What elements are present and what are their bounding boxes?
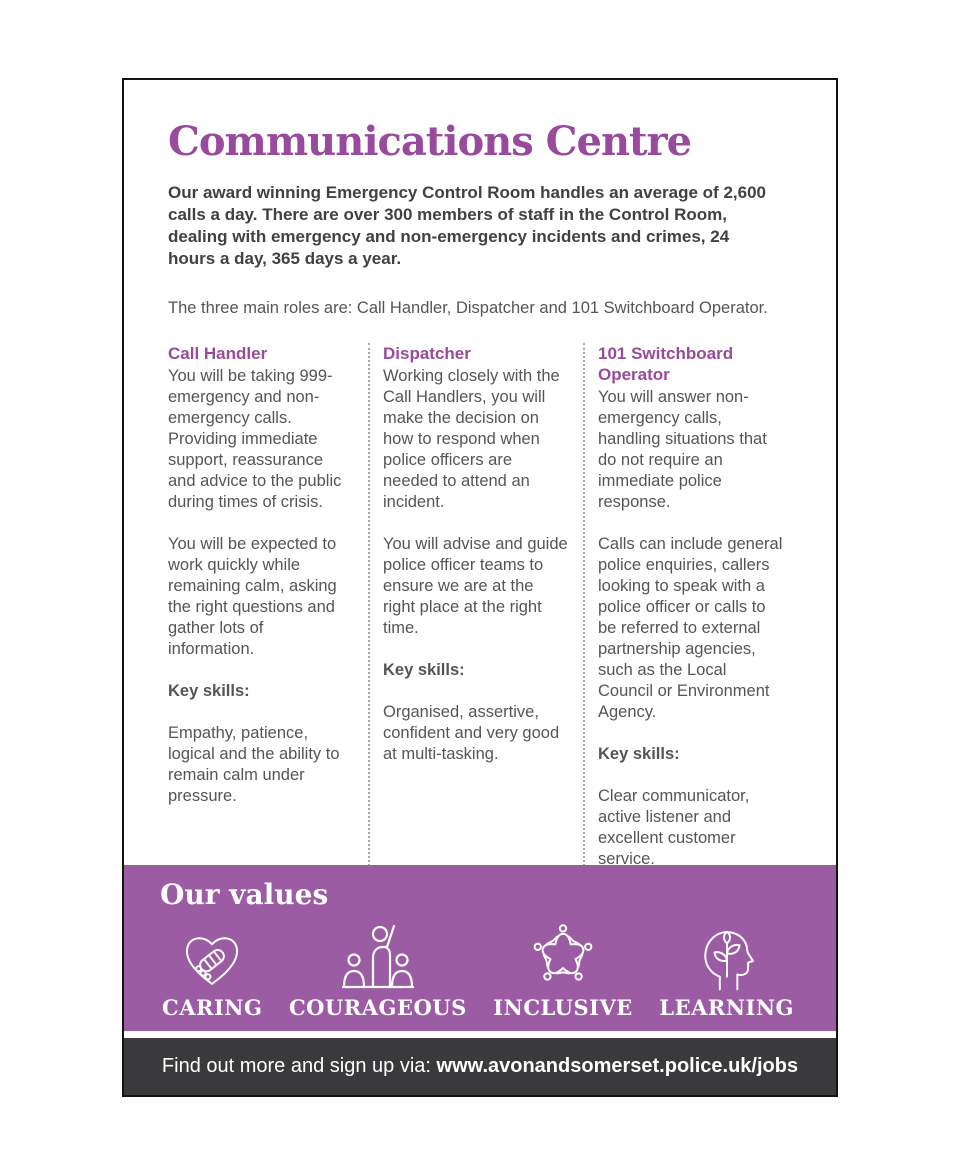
value-label: LEARNING: [659, 995, 794, 1020]
page-title: Communications Centre: [168, 118, 692, 165]
person-raised-arm-icon: [338, 917, 418, 991]
role-paragraph: Working closely with the Call Handlers, you will make the decision on how to respond when police officers are needed to attend an incident.: [383, 367, 560, 511]
role-paragraph: You will answer non-emergency calls, handling situations that do not require an immediate police response.: [598, 388, 767, 511]
head-plant-icon: [691, 921, 763, 991]
values-row: [160, 917, 800, 1021]
intro-paragraph: Our award winning Emergency Control Room handles an average of 2,600 calls a day. There are over 300 members of staff in the Control Room, dealing with emergency and non-emergency incidents and crimes, 24 hours a day, 365 days a year.: [168, 183, 766, 268]
key-skills-label: Key skills:: [168, 682, 250, 700]
value-item-caring: [162, 925, 262, 1021]
key-skills-label: Key skills:: [383, 661, 465, 679]
our-values-band: [124, 865, 836, 1031]
roles-summary-line: The three main roles are: Call Handler, Dispatcher and 101 Switchboard Operator.: [168, 299, 768, 317]
band-divider-gap: [124, 1031, 836, 1038]
people-circle-icon: [526, 919, 600, 991]
footer-bar: [124, 1038, 836, 1095]
main-content: [124, 80, 836, 865]
footer-text: [162, 1055, 798, 1078]
key-skills-text: Empathy, patience, logical and the ability to remain calm under pressure.: [168, 724, 340, 805]
footer-prefix: Find out more and sign up via:: [161, 1055, 437, 1077]
value-item-courageous: [289, 917, 467, 1021]
role-column-dispatcher: [370, 343, 585, 865]
value-label: COURAGEOUS: [288, 995, 467, 1020]
value-item-inclusive: [493, 919, 632, 1021]
role-title: Call Handler: [168, 344, 268, 363]
key-skills-text: Organised, assertive, confident and very good at multi-tasking.: [383, 703, 560, 763]
value-label: CARING: [162, 995, 263, 1020]
key-skills-label: Key skills:: [598, 745, 680, 763]
role-title: 101 Switchboard Operator: [598, 344, 734, 384]
role-paragraph: You will be taking 999-emergency and non-emergency calls. Providing immediate support, reassurance and advice to the public during times of crisis.: [168, 367, 342, 511]
value-item-learning: [659, 921, 794, 1021]
values-heading: Our values: [160, 878, 329, 911]
heart-handshake-icon: [176, 925, 248, 991]
role-paragraph: You will be expected to work quickly while remaining calm, asking the right questions and gather lots of information.: [168, 535, 337, 658]
role-paragraph: Calls can include general police enquiries, callers looking to speak with a police officer or calls to be referred to external partnership agencies, such as the Local Council or Environment Agency.: [598, 535, 783, 721]
role-column-call-handler: [168, 343, 370, 865]
role-title: Dispatcher: [383, 344, 471, 363]
role-columns: [168, 343, 798, 865]
role-paragraph: You will advise and guide police officer teams to ensure we are at the right place at the right time.: [383, 535, 568, 637]
role-column-switchboard-operator: [585, 343, 798, 865]
key-skills-text: Clear communicator, active listener and excellent customer service.: [598, 787, 750, 865]
flyer-page: [122, 78, 838, 1097]
footer-url[interactable]: www.avonandsomerset.police.uk/jobs: [436, 1055, 799, 1077]
value-label: INCLUSIVE: [493, 995, 633, 1020]
